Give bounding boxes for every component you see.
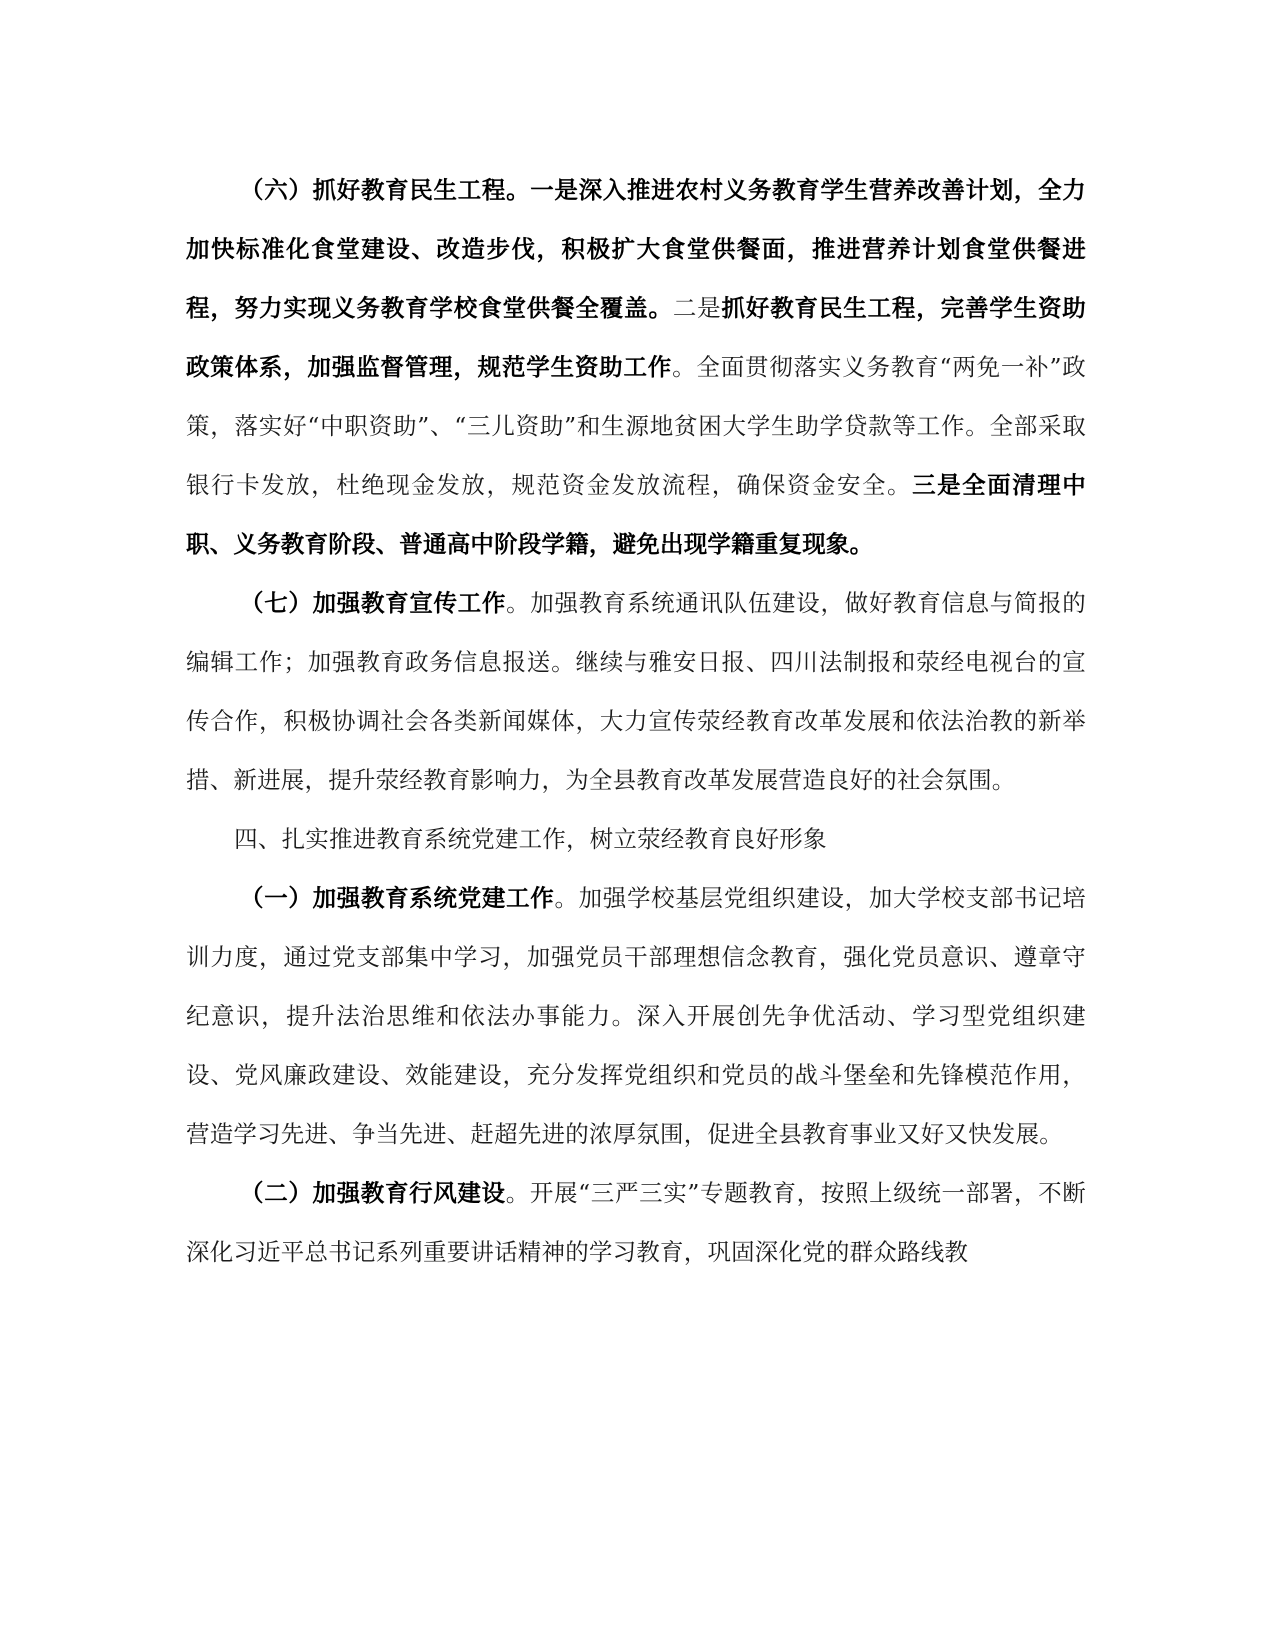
body-text: 。全面贯彻落实义务教育“两免一补”政策，落实好“中职资助”、“三儿资助”和生源地贫困大学生助学贷款等工作。全部采取银行卡发放，杜绝现金发放，规范资金发放流程，确保资金安全。 xyxy=(186,353,1086,499)
section-heading xyxy=(186,810,1086,869)
paragraph-party-building xyxy=(186,869,1086,1164)
bold-text: （七）加强教育宣传工作 xyxy=(240,589,507,617)
body-text: 。加强教育系统通讯队伍建设，做好教育信息与简报的编辑工作；加强教育政务信息报送。继续与雅安日报、四川法制报和荥经电视台的宣传合作，积极协调社会各类新闻媒体，大力宣传荥经教育改革发展和依法治教的新举措、新进展，提升荥经教育影响力，为全县教育改革发展营造良好的社会氛围。 xyxy=(186,589,1086,794)
body-text: 。开展“三严三实”专题教育，按照上级统一部署，不断深化习近平总书记系列重要讲话精神的学习教育，巩固深化党的群众路线教 xyxy=(186,1179,1086,1266)
paragraph-education-publicity xyxy=(186,574,1086,810)
bold-text: 抓好教育民生工程，完善学生资助政策体系，加强监督管理，规范学生资助工作 xyxy=(186,294,1087,381)
bold-text: 三是全面清理中职、义务教育阶段、普通高中阶段学籍，避免出现学籍重复现象。 xyxy=(186,471,1086,558)
bold-text: （一）加强教育系统党建工作 xyxy=(240,884,555,912)
body-text: 二是 xyxy=(672,294,722,322)
paragraph-conduct-building xyxy=(186,1164,1086,1282)
section-heading-text: 四、扎实推进教育系统党建工作，树立荥经教育良好形象 xyxy=(234,825,827,853)
body-text: 。加强学校基层党组织建设，加大学校支部书记培训力度，通过党支部集中学习，加强党员干部理想信念教育，强化党员意识、遵章守纪意识，提升法治思维和依法办事能力。深入开展创先争优活动、学习型党组织建设、党风廉政建设、效能建设，充分发挥党组织和党员的战斗堡垒和先锋模范作用，营造学习先进、争当先进、赶超先进的浓厚氛围，促进全县教育事业又好又快发展。 xyxy=(186,884,1086,1148)
document-page xyxy=(186,161,1086,1282)
bold-text: （六）抓好教育民生工程。一是深入推进农村义务教育学生营养改善计划，全力加快标准化食堂建设、改造步伐，积极扩大食堂供餐面，推进营养计划食堂供餐进程，努力实现义务教育学校食堂供餐全覆盖。 xyxy=(186,176,1086,322)
paragraph-education-livelihood xyxy=(186,161,1086,574)
bold-text: （二）加强教育行风建设 xyxy=(240,1179,506,1207)
